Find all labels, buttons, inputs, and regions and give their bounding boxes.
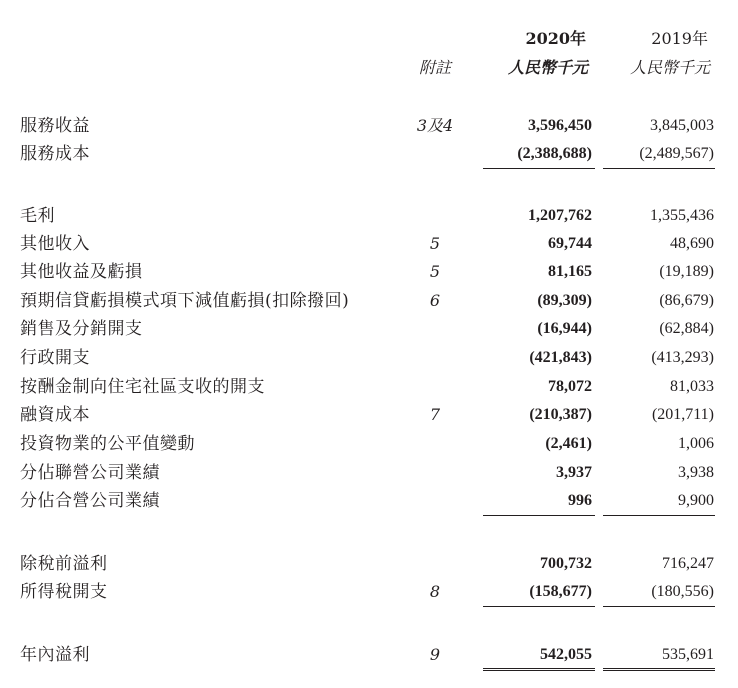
row-value-current: (421,843) [529,349,592,366]
row-label: 所得稅開支 [20,582,108,602]
row-note: 6 [429,291,441,310]
subtotal-rule-current [483,168,595,169]
total-double-rule-current [483,668,595,671]
row-note: 5 [429,262,441,281]
row-value-prior: 81,033 [670,378,714,395]
row-label: 按酬金制向住宅社區支收的開支 [20,377,265,397]
row-label: 年內溢利 [20,645,90,665]
row-value-prior: 48,690 [670,235,714,252]
row-value-current: (89,309) [537,292,592,309]
row-value-current: 996 [568,492,592,509]
row-note: 9 [429,645,441,664]
row-value-prior: 716,247 [662,555,714,572]
subtotal-rule-prior [603,515,715,516]
row-label: 分佔聯營公司業績 [20,463,160,483]
row-label: 其他收益及虧損 [20,262,143,282]
row-value-current: (158,677) [529,583,592,600]
subtotal-rule-prior [603,168,715,169]
row-value-prior: (2,489,567) [639,145,714,162]
header-unit-current: 人民幣千元 [507,58,588,77]
row-value-current: 1,207,762 [528,207,592,224]
row-value-current: 3,937 [556,464,592,481]
row-label: 投資物業的公平值變動 [20,434,195,454]
row-value-current: 542,055 [540,646,592,663]
row-label: 銷售及分銷開支 [20,319,143,339]
row-note: 7 [429,405,441,424]
row-value-prior: (413,293) [651,349,714,366]
header-note-label: 附註 [418,58,451,77]
row-label: 服務收益 [20,116,90,136]
row-value-prior: 3,938 [678,464,714,481]
row-note: 3及4 [416,116,454,135]
row-value-prior: (180,556) [651,583,714,600]
row-value-current: (210,387) [529,406,592,423]
row-value-prior: 1,006 [678,435,714,452]
total-double-rule-prior [603,668,715,671]
row-label: 分佔合營公司業績 [20,491,160,511]
row-value-current: (16,944) [537,320,592,337]
row-value-current: 81,165 [548,263,592,280]
row-value-current: 69,744 [548,235,592,252]
header-unit-prior: 人民幣千元 [629,58,710,77]
row-value-prior: (19,189) [659,263,714,280]
row-label: 除稅前溢利 [20,554,108,574]
row-value-prior: 535,691 [662,646,714,663]
row-label: 預期信貸虧損模式項下減值虧損(扣除撥回) [20,291,350,311]
row-value-current: (2,461) [545,435,592,452]
subtotal-rule-prior [603,606,715,607]
row-value-prior: 1,355,436 [650,207,714,224]
row-value-current: 78,072 [548,378,592,395]
header-year-current: 2020年 [525,29,586,48]
row-label: 其他收入 [20,234,90,254]
header-year-prior: 2019年 [651,29,708,48]
subtotal-rule-current [483,515,595,516]
row-value-prior: 3,845,003 [650,117,714,134]
row-value-prior: (86,679) [659,292,714,309]
row-value-current: 3,596,450 [528,117,592,134]
row-note: 8 [429,582,441,601]
row-value-current: (2,388,688) [517,145,592,162]
row-value-prior: 9,900 [678,492,714,509]
row-label: 服務成本 [20,144,90,164]
row-value-current: 700,732 [540,555,592,572]
row-label: 行政開支 [20,348,90,368]
row-value-prior: (201,711) [651,406,714,423]
row-value-prior: (62,884) [659,320,714,337]
row-label: 毛利 [20,206,55,226]
subtotal-rule-current [483,606,595,607]
row-note: 5 [429,234,441,253]
row-label: 融資成本 [20,405,90,425]
